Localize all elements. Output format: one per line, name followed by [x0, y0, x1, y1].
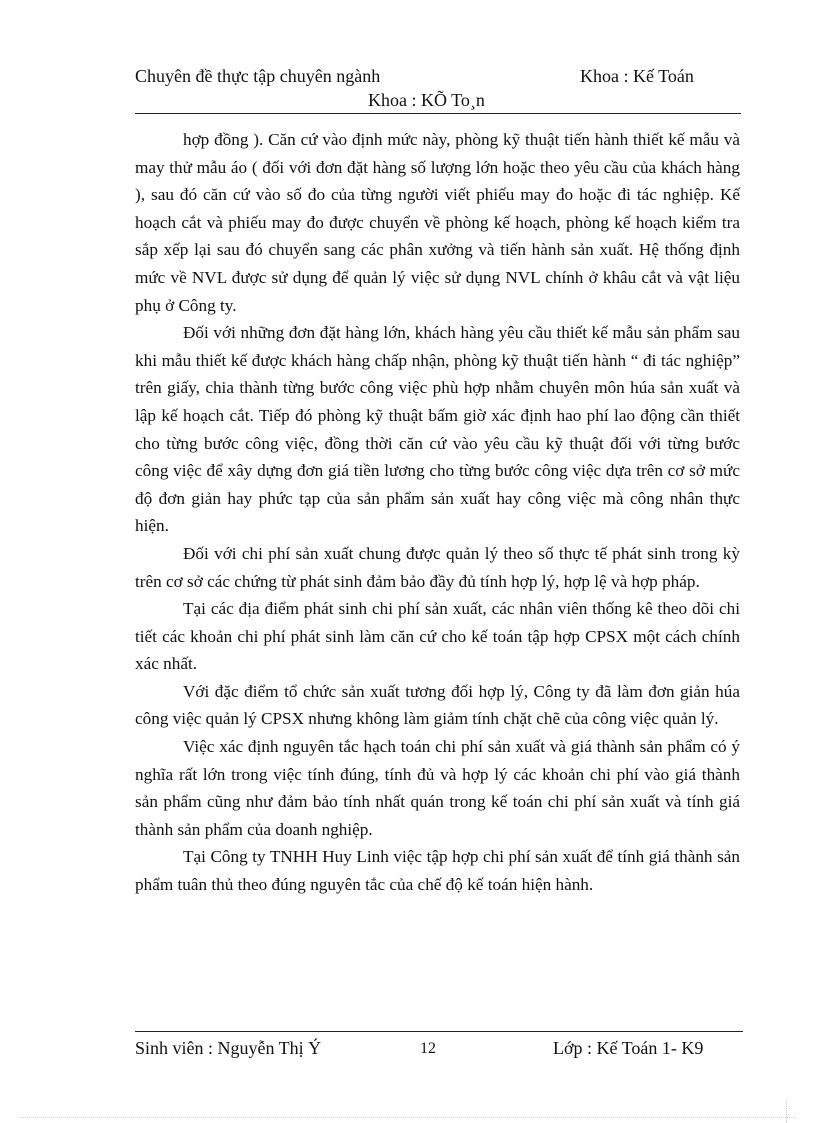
page-bottom-dotted-border — [20, 1117, 796, 1118]
footer-student-name: Sinh viên : Nguyễn Thị Ý — [135, 1038, 322, 1058]
paragraph-4: Tại các địa điểm phát sinh chi phí sản xuất, các nhân viên thống kê theo dõi chi tiết các khoản chi phí phát sinh làm căn cứ cho kế toán tập hợp CPSX một cách chính xác nhất. — [135, 599, 740, 674]
header-course-title: Chuyên đề thực tập chuyên ngành — [135, 66, 381, 86]
footer-page-number: 12 — [420, 1040, 436, 1057]
header-faculty-garbled: Khoa : KÕ To¸n — [368, 90, 485, 110]
paragraph-3: Đối với chi phí sản xuất chung được quản lý theo số thực tế phát sinh trong kỳ trên cơ sở các chứng từ phát sinh đảm bảo đầy đủ tính hợp lý, hợp lệ và hợp pháp. — [135, 543, 740, 591]
header-faculty: Khoa : Kế Toán — [580, 66, 694, 86]
document-body — [135, 126, 740, 899]
paragraph-5: Với đặc điểm tổ chức sản xuất tương đối hợp lý, Công ty đã làm đơn giản húa công việc quản lý CPSX nhưng không làm giảm tính chặt chẽ của công việc quản lý. — [135, 681, 740, 729]
paragraph-2: Đối với những đơn đặt hàng lớn, khách hàng yêu cầu thiết kế mẫu sản phẩm sau khi mẫu thiết kế được khách hàng chấp nhận, phòng kỹ thuật tiến hành “ đi tác nghiệp” trên giấy, chia thành từng bước công việc phù hợp nhằm chuyên môn húa sản xuất và lập kế hoạch cắt. Tiếp đó phòng kỹ thuật bấm giờ xác định hao phí lao động cần thiết cho từng bước công việc, đồng thời căn cứ vào yêu cầu kỹ thuật đối với từng bước công việc để xây dựng đơn giá tiền lương cho từng bước công việc dựa trên cơ sở mức độ đơn giản hay phức tạp của sản phẩm sản xuất hay công việc mà công nhân thực hiện. — [135, 323, 740, 536]
paragraph-1: hợp đồng ). Căn cứ vào định mức này, phòng kỹ thuật tiến hành thiết kế mẫu và may thử mẫu áo ( đối với đơn đặt hàng số lượng lớn hoặc theo yêu cầu của khách hàng ), sau đó căn cứ vào số đo của từng người viết phiếu may đo hoặc đi tác nghiệp. Kế hoạch cắt và phiếu may đo được chuyển về phòng kế hoạch, phòng kế hoạch kiểm tra sắp xếp lại sau đó chuyển sang các phân xưởng và tiến hành sản xuất. Hệ thống định mức về NVL được sử dụng để quản lý việc sử dụng NVL chính ở khâu cắt và vật liệu phụ ở Công ty. — [135, 130, 740, 315]
header-divider — [135, 113, 741, 114]
page-corner-mark — [786, 1100, 787, 1123]
paragraph-6: Việc xác định nguyên tắc hạch toán chi phí sản xuất và giá thành sản phẩm có ý nghĩa rất lớn trong việc tính đúng, tính đủ và hợp lý các khoản chi phí vào giá thành sản phẩm cũng như đảm bảo tính nhất quán trong kế toán chi phí sản xuất và tính giá thành sản phẩm của doanh nghiệp. — [135, 737, 740, 839]
paragraph-7: Tại Công ty TNHH Huy Linh việc tập hợp chi phí sản xuất để tính giá thành sản phẩm tuân thủ theo đúng nguyên tắc của chế độ kế toán hiện hành. — [135, 847, 740, 895]
footer-divider — [135, 1031, 743, 1032]
footer-class: Lớp : Kế Toán 1- K9 — [553, 1038, 704, 1058]
